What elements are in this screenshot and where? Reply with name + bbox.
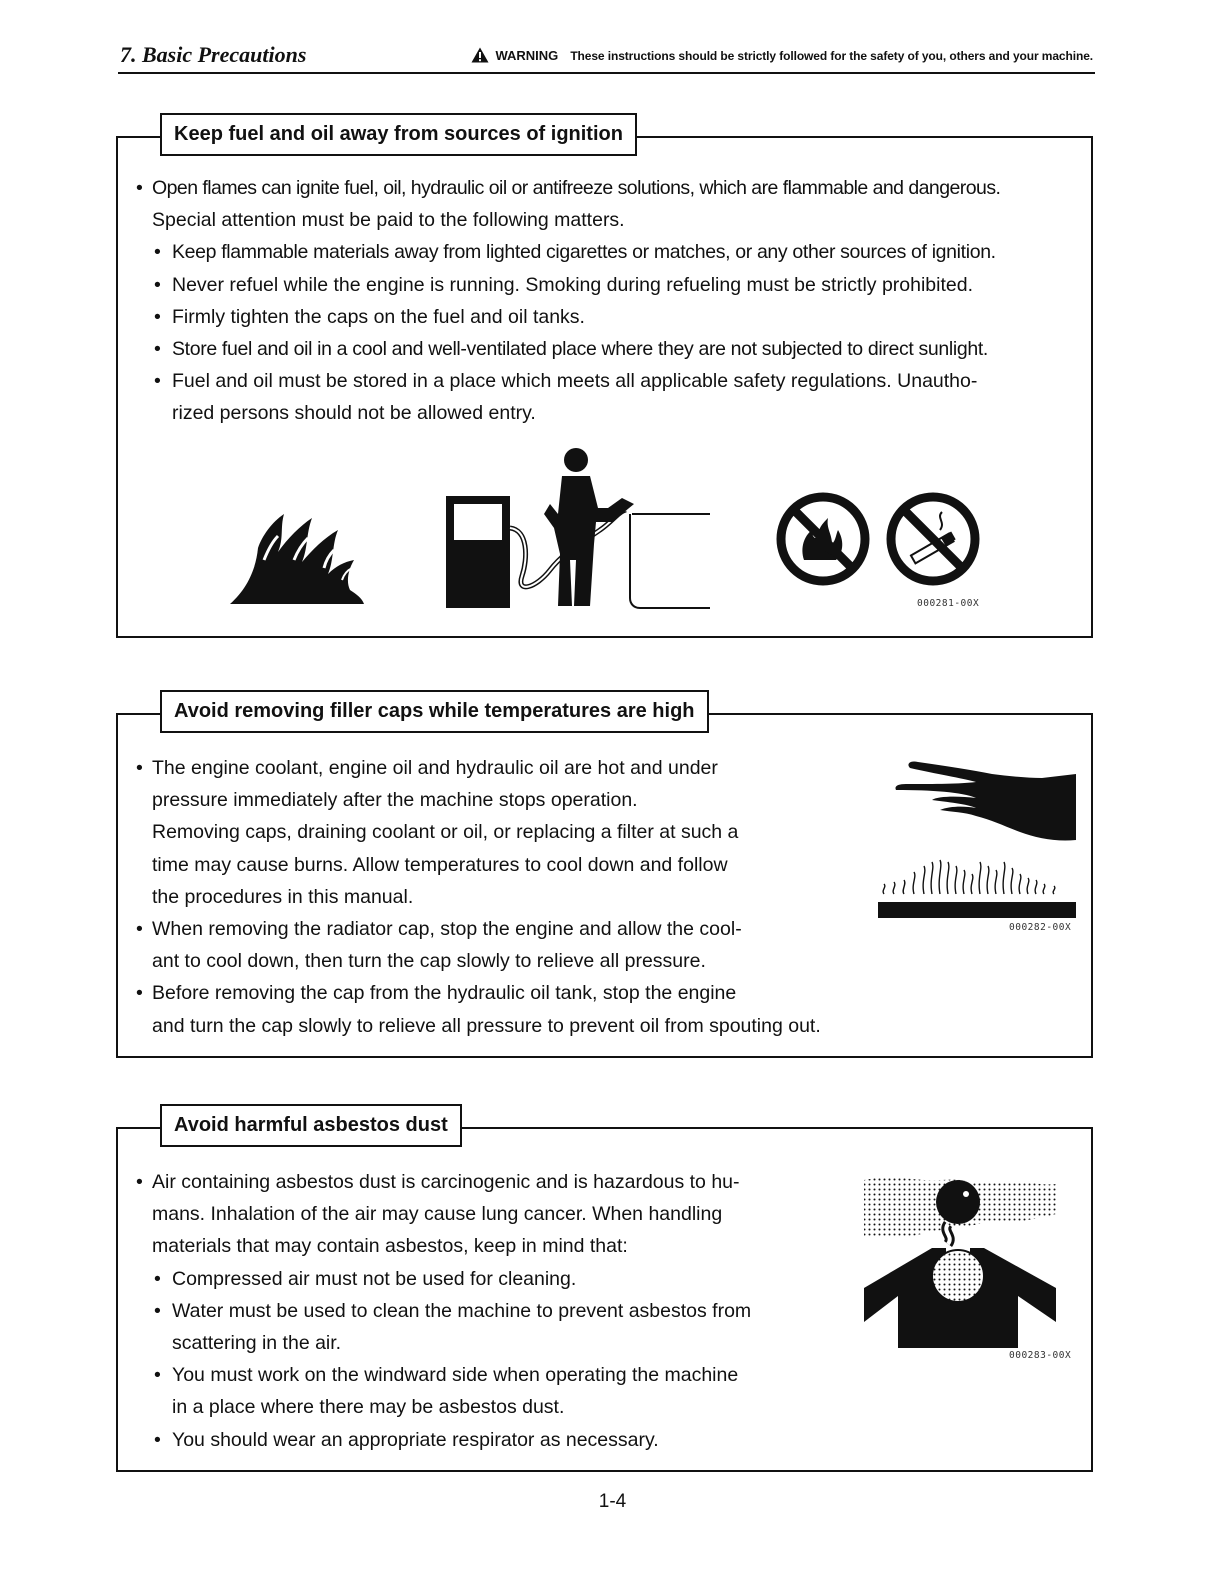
- list-item: • The engine coolant, engine oil and hydraulic oil are hot and under: [118, 752, 938, 784]
- figure-code: 000282-00X: [1009, 922, 1072, 933]
- list-item: • Air containing asbestos dust is carcinogenic and is hazardous to hu-: [118, 1166, 938, 1198]
- list-item: • Before removing the cap from the hydraulic oil tank, stop the engine: [118, 977, 938, 1009]
- figure-code: 000283-00X: [1009, 1350, 1072, 1361]
- list-item: • Fuel and oil must be stored in a place which meets all applicable safety regulations. Unautho-: [118, 365, 1088, 397]
- fuel-section-title: Keep fuel and oil away from sources of ignition: [160, 113, 637, 156]
- list-item-continuation: mans. Inhalation of the air may cause lung cancer. When handling: [152, 1203, 723, 1226]
- list-item-continuation: rized persons should not be allowed entry.: [172, 402, 536, 425]
- list-item: • You must work on the windward side when operating the machine: [118, 1359, 938, 1391]
- list-item: • You should wear an appropriate respirator as necessary.: [118, 1424, 938, 1456]
- list-item-continuation: and turn the cap slowly to relieve all pressure to prevent oil from spouting out.: [152, 1014, 821, 1037]
- list-item-continuation: in a place where there may be asbestos dust.: [172, 1396, 565, 1419]
- warning-triangle-icon: [471, 47, 489, 63]
- hot-surface-hand-icon: [876, 758, 1080, 922]
- asbestos-section-text: [118, 1166, 938, 1456]
- caps-section-title: Avoid removing filler caps while temperatures are high: [160, 690, 709, 733]
- page-header: [118, 40, 1095, 74]
- figure-code: 000281-00X: [917, 598, 980, 609]
- fuel-pump-icon: [440, 448, 715, 610]
- list-item-continuation: Removing caps, draining coolant or oil, or replacing a filter at such a: [152, 821, 739, 844]
- list-item-continuation: pressure immediately after the machine stops operation.: [152, 789, 638, 812]
- caps-section-text: [118, 752, 938, 1042]
- list-item: • Keep flammable materials away from lighted cigarettes or matches, or any other sources of ignition.: [118, 236, 1088, 268]
- list-item-continuation: time may cause burns. Allow temperatures to cool down and follow: [152, 853, 728, 876]
- list-item: • When removing the radiator cap, stop the engine and allow the cool-: [118, 913, 938, 945]
- warning-label: WARNING: [495, 48, 559, 63]
- list-item: • Never refuel while the engine is running. Smoking during refueling must be strictly prohibited.: [118, 269, 1088, 301]
- list-item: • Water must be used to clean the machine to prevent asbestos from: [118, 1295, 938, 1327]
- no-smoking-icon: [884, 490, 982, 588]
- list-item-continuation: the procedures in this manual.: [152, 885, 414, 908]
- no-open-flame-icon: [774, 490, 872, 588]
- list-item: • Firmly tighten the caps on the fuel and oil tanks.: [118, 301, 1088, 333]
- warning-banner: [471, 47, 1093, 63]
- section-title: 7. Basic Precautions: [120, 42, 307, 67]
- fuel-section-text: [118, 172, 1088, 430]
- list-item-continuation: materials that may contain asbestos, keep in mind that:: [152, 1235, 628, 1258]
- flame-icon: [228, 508, 368, 608]
- list-item-continuation: Special attention must be paid to the following matters.: [152, 209, 625, 232]
- list-item-continuation: ant to cool down, then turn the cap slowly to relieve all pressure.: [152, 950, 706, 973]
- list-item: • Store fuel and oil in a cool and well-ventilated place where they are not subjected to direct sunlight.: [118, 333, 1088, 365]
- page-number: 1-4: [598, 1491, 627, 1512]
- asbestos-inhalation-icon: [862, 1172, 1058, 1348]
- list-item: • Open flames can ignite fuel, oil, hydraulic oil or antifreeze solutions, which are flammable and dangerous.: [118, 172, 1088, 204]
- list-item: • Compressed air must not be used for cleaning.: [118, 1263, 938, 1295]
- asbestos-section-title: Avoid harmful asbestos dust: [160, 1104, 462, 1147]
- list-item-continuation: scattering in the air.: [172, 1332, 342, 1355]
- warning-text: These instructions should be strictly followed for the safety of you, others and your machine.: [570, 49, 1093, 63]
